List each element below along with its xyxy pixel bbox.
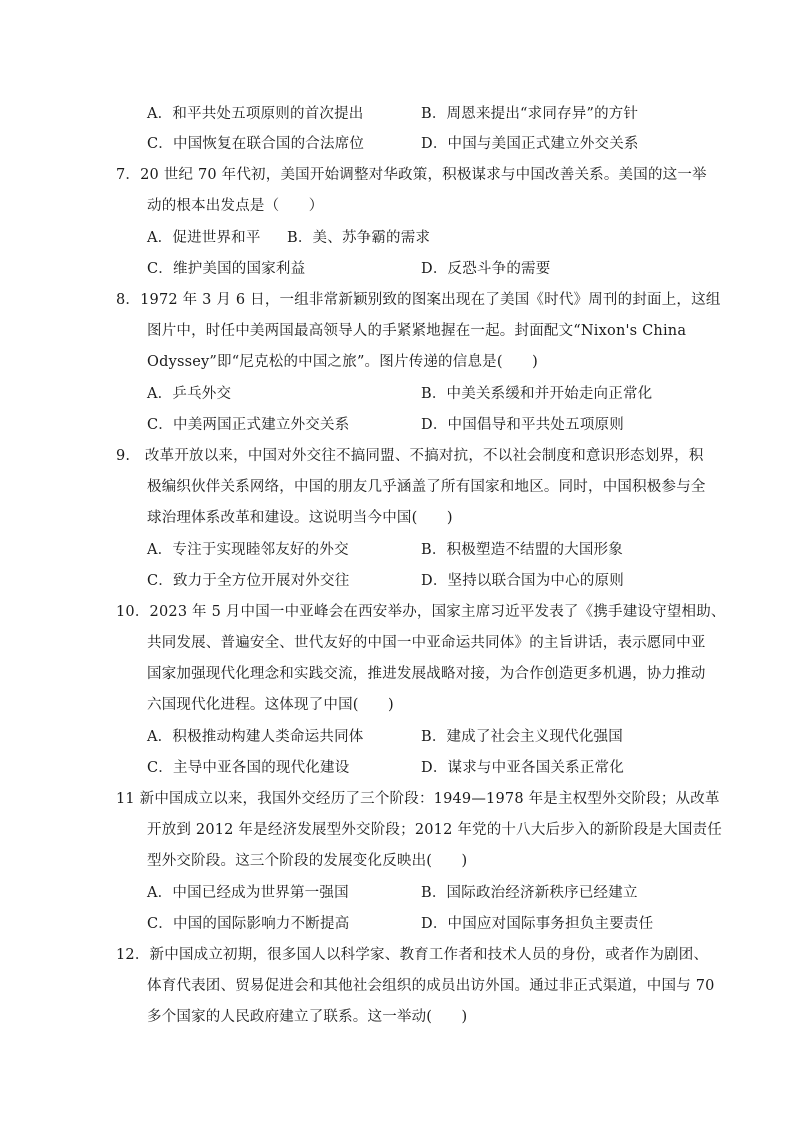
q10-stem-line3: 国家加强现代化理念和实践交流，推进发展战略对接，为合作创造更多机遇，协力推动 — [147, 666, 706, 682]
q9-option-d: D．坚持以联合国为中心的原则 — [421, 573, 624, 589]
q10-option-c: C．主导中亚各国的现代化建设 — [147, 760, 350, 776]
q11-option-a: A．中国已经成为世界第一强国 — [147, 885, 349, 901]
q9-stem-line2: 极编织伙伴关系网络，中国的朋友几乎涵盖了所有国家和地区。同时，中国积极参与全 — [147, 479, 706, 495]
q6-option-d: D．中国与美国正式建立外交关系 — [421, 136, 639, 152]
q9-stem-line1: 9. 改革开放以来，中国对外交往不搞同盟、不搞对抗，不以社会制度和意识形态划界，积 — [116, 448, 704, 464]
q12-stem-line1: 12．新中国成立初期，很多国人以科学家、教育工作者和技术人员的身份，或者作为剧团、 — [116, 947, 709, 963]
q10-option-a: A．积极推动构建人类命运共同体 — [147, 729, 364, 745]
q7-option-c: C．维护美国的国家利益 — [147, 261, 306, 277]
q10-stem-line1: 10．2023 年 5 月中国一中亚峰会在西安举办，国家主席习近平发表了《携手建设守望相助、 — [116, 604, 726, 620]
q11-stem-line2: 开放到 2012 年是经济发展型外交阶段；2012 年党的十八大后步入的新阶段是大国责任 — [147, 822, 722, 838]
q9-stem-line3: 球治理体系改革和建设。这说明当今中国( ) — [147, 510, 453, 526]
q6-option-b: B．周恩来提出“求同存异”的方针 — [421, 106, 639, 122]
q9-option-b: B．积极塑造不结盟的大国形象 — [421, 542, 623, 558]
q12-stem-line3: 多个国家的人民政府建立了联系。这一举动( ) — [147, 1009, 468, 1025]
q7-stem-line1: 7．20 世纪 70 年代初，美国开始调整对华政策，积极谋求与中国改善关系。美国的这一举 — [116, 167, 707, 183]
q8-stem-line3: Odyssey”即“尼克松的中国之旅”。图片传递的信息是( ) — [147, 354, 538, 370]
q8-option-a: A．乒乓外交 — [147, 386, 232, 402]
q10-stem-line4: 六国现代化进程。这体现了中国( ) — [147, 697, 394, 713]
q9-option-a: A．专注于实现睦邻友好的外交 — [147, 542, 349, 558]
q9-option-c: C．致力于全方位开展对外交往 — [147, 573, 350, 589]
q11-option-c: C．中国的国际影响力不断提高 — [147, 916, 350, 932]
q12-stem-line2: 体育代表团、贸易促进会和其他社会组织的成员出访外国。通过非正式渠道，中国与 70 — [147, 978, 715, 994]
q11-option-b: B．国际政治经济新秩序已经建立 — [421, 885, 638, 901]
q11-stem-line3: 型外交阶段。这三个阶段的发展变化反映出( ) — [147, 853, 468, 869]
q11-option-d: D．中国应对国际事务担负主要责任 — [421, 916, 654, 932]
q8-stem-line1: 8．1972 年 3 月 6 日，一组非常新颖别致的图案出现在了美国《时代》周刊的封面上，这组 — [116, 292, 721, 308]
q10-option-d: D．谋求与中亚各国关系正常化 — [421, 760, 624, 776]
q8-option-c: C．中美两国正式建立外交关系 — [147, 417, 350, 433]
q10-stem-line2: 共同发展、普遍安全、世代友好的中国一中亚命运共同体》的主旨讲话，表示愿同中亚 — [147, 635, 706, 651]
q7-option-a: A．促进世界和平 — [147, 230, 261, 246]
q11-stem-line1: 11 新中国成立以来，我国外交经历了三个阶段：1949—1978 年是主权型外交阶段；从改革 — [116, 791, 720, 807]
q6-option-c: C．中国恢复在联合国的合法席位 — [147, 136, 365, 152]
q7-option-b: B．美、苏争霸的需求 — [287, 230, 431, 246]
q8-option-b: B．中美关系缓和并开始走向正常化 — [421, 386, 653, 402]
q8-option-d: D．中国倡导和平共处五项原则 — [421, 417, 624, 433]
q6-option-a: A．和平共处五项原则的首次提出 — [147, 106, 364, 122]
q7-option-d: D．反恐斗争的需要 — [421, 261, 551, 277]
q8-stem-line2: 图片中，时任中美两国最高领导人的手紧紧地握在一起。封面配文“Nixon's China — [147, 323, 687, 339]
q7-stem-line2: 动的根本出发点是（ ） — [147, 198, 324, 214]
q10-option-b: B．建成了社会主义现代化强国 — [421, 729, 623, 745]
